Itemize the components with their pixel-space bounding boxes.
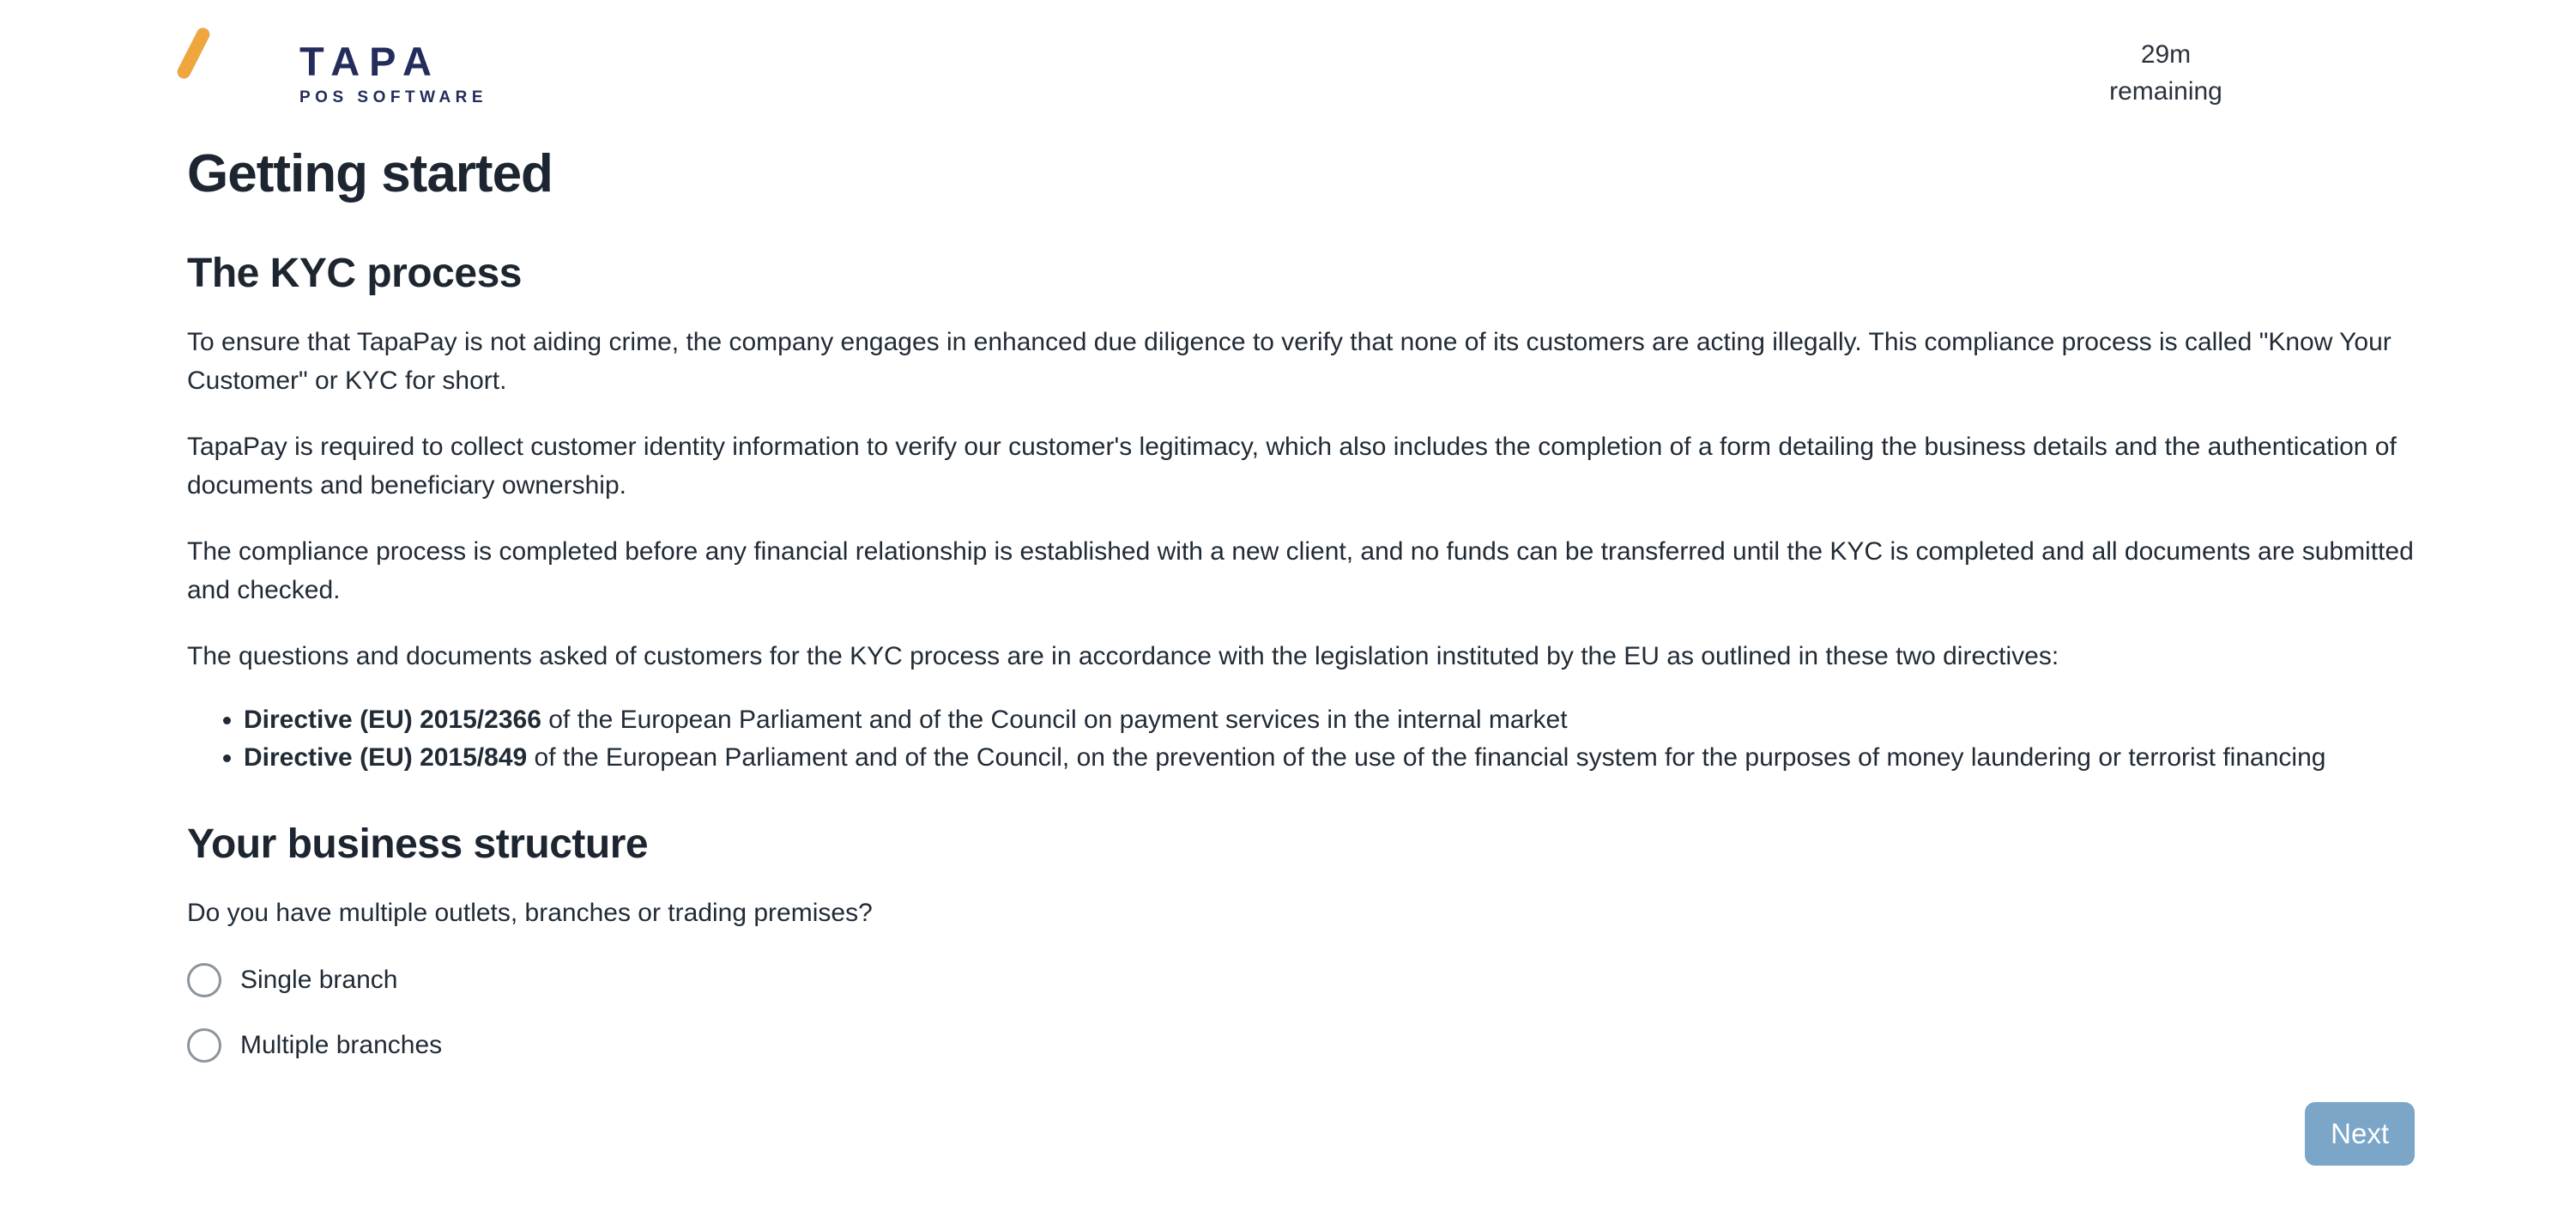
kyc-paragraph-4: The questions and documents asked of customers for the KYC process are in accordance with the legislation instituted by the EU as outlined in these two directives: (187, 642, 2059, 670)
next-button[interactable]: Next (2305, 1102, 2415, 1166)
radio-label-multiple-branches: Multiple branches (240, 1031, 443, 1059)
kyc-paragraph-2: TapaPay is required to collect customer identity information to verify our customer's legitimacy, which also includes the completion of a form detailing the business details and the authentication of documents and beneficiary ownership. (187, 433, 2397, 500)
directive-title: Directive (EU) 2015/2366 (244, 706, 541, 734)
directive-title: Directive (EU) 2015/849 (244, 743, 528, 772)
logo-text (299, 41, 487, 106)
logo-bars-icon (187, 26, 281, 106)
radio-button-multiple-branches[interactable] (187, 1028, 221, 1063)
radio-option-single-branch[interactable] (187, 963, 2415, 997)
footer-actions (187, 1102, 2415, 1166)
brand-logo (187, 26, 2415, 106)
radio-button-single-branch[interactable] (187, 963, 221, 997)
main-content (187, 0, 2415, 1166)
page-title: Getting started (187, 144, 553, 203)
brand-tagline: POS SOFTWARE (299, 88, 488, 106)
directive-description: of the European Parliament and of the Council, on the prevention of the use of the financial system for the purposes of money laundering or terrorist financing (527, 743, 2326, 772)
directive-list (187, 701, 2415, 777)
radio-label-single-branch: Single branch (240, 966, 398, 994)
business-structure-question: Do you have multiple outlets, branches or trading premises? (187, 899, 873, 927)
kyc-paragraph-3: The compliance process is completed before any financial relationship is established with a new client, and no funds can be transferred until the KYC is completed and all documents are submitted and checked. (187, 537, 2414, 604)
brand-name: TAPA (299, 39, 441, 84)
directive-item-2366 (244, 701, 2415, 739)
section-heading-business-structure: Your business structure (187, 821, 649, 867)
directive-description: of the European Parliament and of the Council on payment services in the internal market (541, 706, 1568, 734)
logo-bar-yellow (175, 26, 211, 81)
section-heading-kyc: The KYC process (187, 251, 522, 296)
radio-option-multiple-branches[interactable] (187, 1028, 2415, 1063)
directive-item-849 (244, 739, 2415, 777)
session-timer: 29m remaining (2109, 40, 2222, 106)
kyc-paragraph-1: To ensure that TapaPay is not aiding crime, the company engages in enhanced due diligence to verify that none of its customers are acting illegally. This compliance process is called "Know Your Customer" or KYC for short. (187, 328, 2392, 395)
